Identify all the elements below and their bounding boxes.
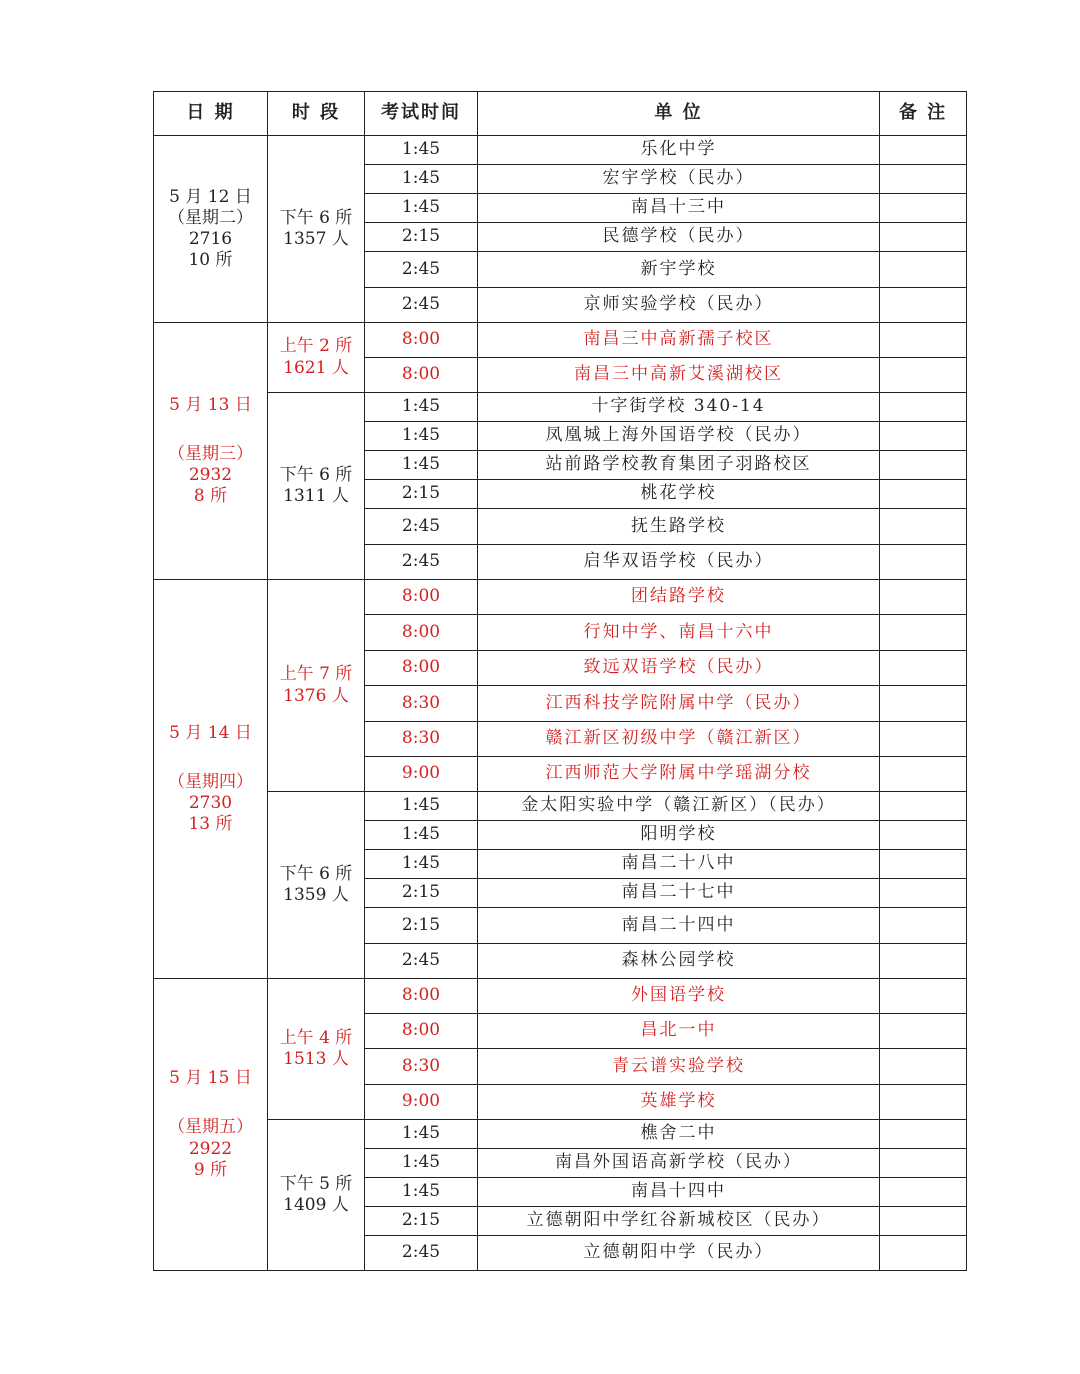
exam-time-cell: 2:15	[365, 480, 478, 509]
session-count: 1376 人	[283, 685, 349, 706]
exam-time-cell: 1:45	[365, 1120, 478, 1149]
unit-cell: 抚生路学校	[478, 509, 880, 545]
note-cell	[880, 165, 967, 194]
unit-cell: 南昌三中高新艾溪湖校区	[478, 358, 880, 393]
table-row	[154, 136, 967, 165]
unit-cell: 团结路学校	[478, 580, 880, 615]
unit-cell: 桃花学校	[478, 480, 880, 509]
day-weekday: （星期五）	[168, 1117, 253, 1138]
exam-time-cell: 2:15	[365, 1207, 478, 1236]
header-row	[154, 92, 967, 136]
unit-cell: 立德朝阳中学（民办）	[478, 1236, 880, 1271]
exam-time-cell: 2:15	[365, 223, 478, 252]
exam-time-cell: 1:45	[365, 1178, 478, 1207]
exam-time-cell: 9:00	[365, 1085, 478, 1120]
exam-time-cell: 8:30	[365, 722, 478, 757]
note-cell	[880, 393, 967, 422]
session-count: 1359 人	[283, 885, 349, 905]
header-unit: 单 位	[478, 92, 880, 136]
exam-time-cell: 1:45	[365, 792, 478, 821]
note-cell	[880, 1085, 967, 1120]
note-cell	[880, 422, 967, 451]
day-date: 5 月 15 日	[169, 1068, 252, 1088]
unit-cell: 南昌十三中	[478, 194, 880, 223]
day-weekday: （星期三）	[168, 443, 253, 464]
unit-cell: 青云谱实验学校	[478, 1049, 880, 1085]
exam-time-cell: 2:45	[365, 509, 478, 545]
note-cell	[880, 194, 967, 223]
session-count: 1311 人	[283, 486, 349, 506]
note-cell	[880, 821, 967, 850]
session-name: 下午 6 所	[279, 207, 353, 228]
exam-time-cell: 1:45	[365, 422, 478, 451]
day-weekday: （星期二）	[168, 207, 253, 228]
note-cell	[880, 651, 967, 686]
note-cell	[880, 1149, 967, 1178]
header-period: 时 段	[268, 92, 365, 136]
session-cell	[268, 1120, 365, 1271]
note-cell	[880, 757, 967, 792]
note-cell	[880, 358, 967, 393]
table-row	[154, 1120, 967, 1149]
exam-time-cell: 1:45	[365, 194, 478, 223]
exam-time-cell: 8:00	[365, 323, 478, 358]
exam-time-cell: 2:15	[365, 879, 478, 908]
session-name: 上午 4 所	[279, 1027, 353, 1048]
day-cell	[154, 979, 268, 1271]
table-row	[154, 580, 967, 615]
day-date: 5 月 13 日	[169, 394, 252, 415]
exam-time-cell: 2:45	[365, 944, 478, 979]
exam-time-cell: 8:30	[365, 686, 478, 722]
note-cell	[880, 252, 967, 288]
unit-cell: 江西师范大学附属中学瑶湖分校	[478, 757, 880, 792]
day-weekday: （星期四）	[168, 771, 253, 792]
unit-cell: 宏宇学校（民办）	[478, 165, 880, 194]
unit-cell: 民德学校（民办）	[478, 223, 880, 252]
day-date: 5 月 12 日	[169, 186, 252, 207]
day-total: 2932	[188, 465, 233, 485]
exam-time-cell: 8:00	[365, 1014, 478, 1049]
day-date: 5 月 14 日	[169, 722, 252, 743]
session-count: 1357 人	[283, 229, 349, 249]
table-row	[154, 393, 967, 422]
exam-time-cell: 2:45	[365, 288, 478, 323]
note-cell	[880, 1207, 967, 1236]
unit-cell: 乐化中学	[478, 136, 880, 165]
session-cell	[268, 580, 365, 792]
note-cell	[880, 323, 967, 358]
table-row	[154, 323, 967, 358]
unit-cell: 南昌外国语高新学校（民办）	[478, 1149, 880, 1178]
exam-time-cell: 2:15	[365, 908, 478, 944]
note-cell	[880, 545, 967, 580]
day-cell	[154, 323, 268, 580]
note-cell	[880, 979, 967, 1014]
spacer	[154, 1089, 267, 1117]
exam-time-cell: 8:00	[365, 615, 478, 651]
day-cell	[154, 580, 268, 979]
unit-cell: 新宇学校	[478, 252, 880, 288]
exam-time-cell: 1:45	[365, 850, 478, 879]
exam-time-cell: 8:30	[365, 1049, 478, 1085]
exam-time-cell: 9:00	[365, 757, 478, 792]
exam-time-cell: 8:00	[365, 651, 478, 686]
note-cell	[880, 288, 967, 323]
exam-time-cell: 1:45	[365, 165, 478, 194]
exam-time-cell: 2:45	[365, 252, 478, 288]
unit-cell: 森林公园学校	[478, 944, 880, 979]
session-cell	[268, 979, 365, 1120]
exam-time-cell: 1:45	[365, 393, 478, 422]
session-count: 1513 人	[283, 1049, 349, 1069]
session-cell	[268, 136, 365, 323]
note-cell	[880, 722, 967, 757]
session-name: 上午 7 所	[279, 664, 353, 685]
header-date: 日 期	[154, 92, 268, 136]
day-total: 2716	[188, 229, 233, 249]
session-cell	[268, 323, 365, 393]
unit-cell: 站前路学校教育集团子羽路校区	[478, 451, 880, 480]
day-total: 2922	[188, 1138, 233, 1159]
unit-cell: 樵舍二中	[478, 1120, 880, 1149]
session-cell	[268, 792, 365, 979]
table-row	[154, 792, 967, 821]
unit-cell: 金太阳实验中学（赣江新区）（民办）	[478, 792, 880, 821]
unit-cell: 南昌二十四中	[478, 908, 880, 944]
exam-time-cell: 8:00	[365, 580, 478, 615]
note-cell	[880, 580, 967, 615]
exam-time-cell: 1:45	[365, 1149, 478, 1178]
unit-cell: 昌北一中	[478, 1014, 880, 1049]
day-school-count: 10 所	[188, 250, 233, 271]
exam-time-cell: 2:45	[365, 1236, 478, 1271]
unit-cell: 英雄学校	[478, 1085, 880, 1120]
exam-time-cell: 8:00	[365, 979, 478, 1014]
session-cell	[268, 393, 365, 580]
session-name: 下午 5 所	[279, 1173, 353, 1194]
session-name: 下午 6 所	[279, 464, 353, 485]
header-exam-time: 考试时间	[365, 92, 478, 136]
exam-time-cell: 1:45	[365, 136, 478, 165]
note-cell	[880, 850, 967, 879]
note-cell	[880, 686, 967, 722]
unit-cell: 江西科技学院附属中学（民办）	[478, 686, 880, 722]
day-total: 2730	[188, 793, 233, 813]
note-cell	[880, 1049, 967, 1085]
note-cell	[880, 908, 967, 944]
exam-time-cell: 1:45	[365, 821, 478, 850]
note-cell	[880, 1178, 967, 1207]
unit-cell: 南昌二十八中	[478, 850, 880, 879]
exam-time-cell: 2:45	[365, 545, 478, 580]
header-note: 备 注	[880, 92, 967, 136]
unit-cell: 行知中学、南昌十六中	[478, 615, 880, 651]
unit-cell: 凤凰城上海外国语学校（民办）	[478, 422, 880, 451]
note-cell	[880, 1236, 967, 1271]
exam-time-cell: 1:45	[365, 451, 478, 480]
day-school-count: 13 所	[188, 814, 233, 835]
note-cell	[880, 509, 967, 545]
spacer	[154, 416, 267, 444]
day-cell	[154, 136, 268, 323]
unit-cell: 赣江新区初级中学（赣江新区）	[478, 722, 880, 757]
unit-cell: 南昌三中高新孺子校区	[478, 323, 880, 358]
day-school-count: 8 所	[193, 486, 228, 507]
day-school-count: 9 所	[193, 1159, 228, 1180]
unit-cell: 南昌十四中	[478, 1178, 880, 1207]
session-name: 下午 6 所	[279, 863, 353, 884]
exam-time-cell: 8:00	[365, 358, 478, 393]
unit-cell: 南昌二十七中	[478, 879, 880, 908]
note-cell	[880, 944, 967, 979]
session-count: 1621 人	[283, 357, 349, 378]
note-cell	[880, 1120, 967, 1149]
unit-cell: 立德朝阳中学红谷新城校区（民办）	[478, 1207, 880, 1236]
unit-cell: 外国语学校	[478, 979, 880, 1014]
schedule-body	[154, 136, 967, 1271]
note-cell	[880, 792, 967, 821]
note-cell	[880, 615, 967, 651]
unit-cell: 阳明学校	[478, 821, 880, 850]
note-cell	[880, 1014, 967, 1049]
exam-schedule-table	[153, 91, 967, 1271]
spacer	[154, 744, 267, 772]
note-cell	[880, 879, 967, 908]
session-count: 1409 人	[283, 1195, 349, 1215]
session-name: 上午 2 所	[279, 336, 353, 357]
unit-cell: 十字街学校 340-14	[478, 393, 880, 422]
note-cell	[880, 223, 967, 252]
unit-cell: 京师实验学校（民办）	[478, 288, 880, 323]
note-cell	[880, 136, 967, 165]
unit-cell: 启华双语学校（民办）	[478, 545, 880, 580]
note-cell	[880, 451, 967, 480]
table-row	[154, 979, 967, 1014]
note-cell	[880, 480, 967, 509]
unit-cell: 致远双语学校（民办）	[478, 651, 880, 686]
